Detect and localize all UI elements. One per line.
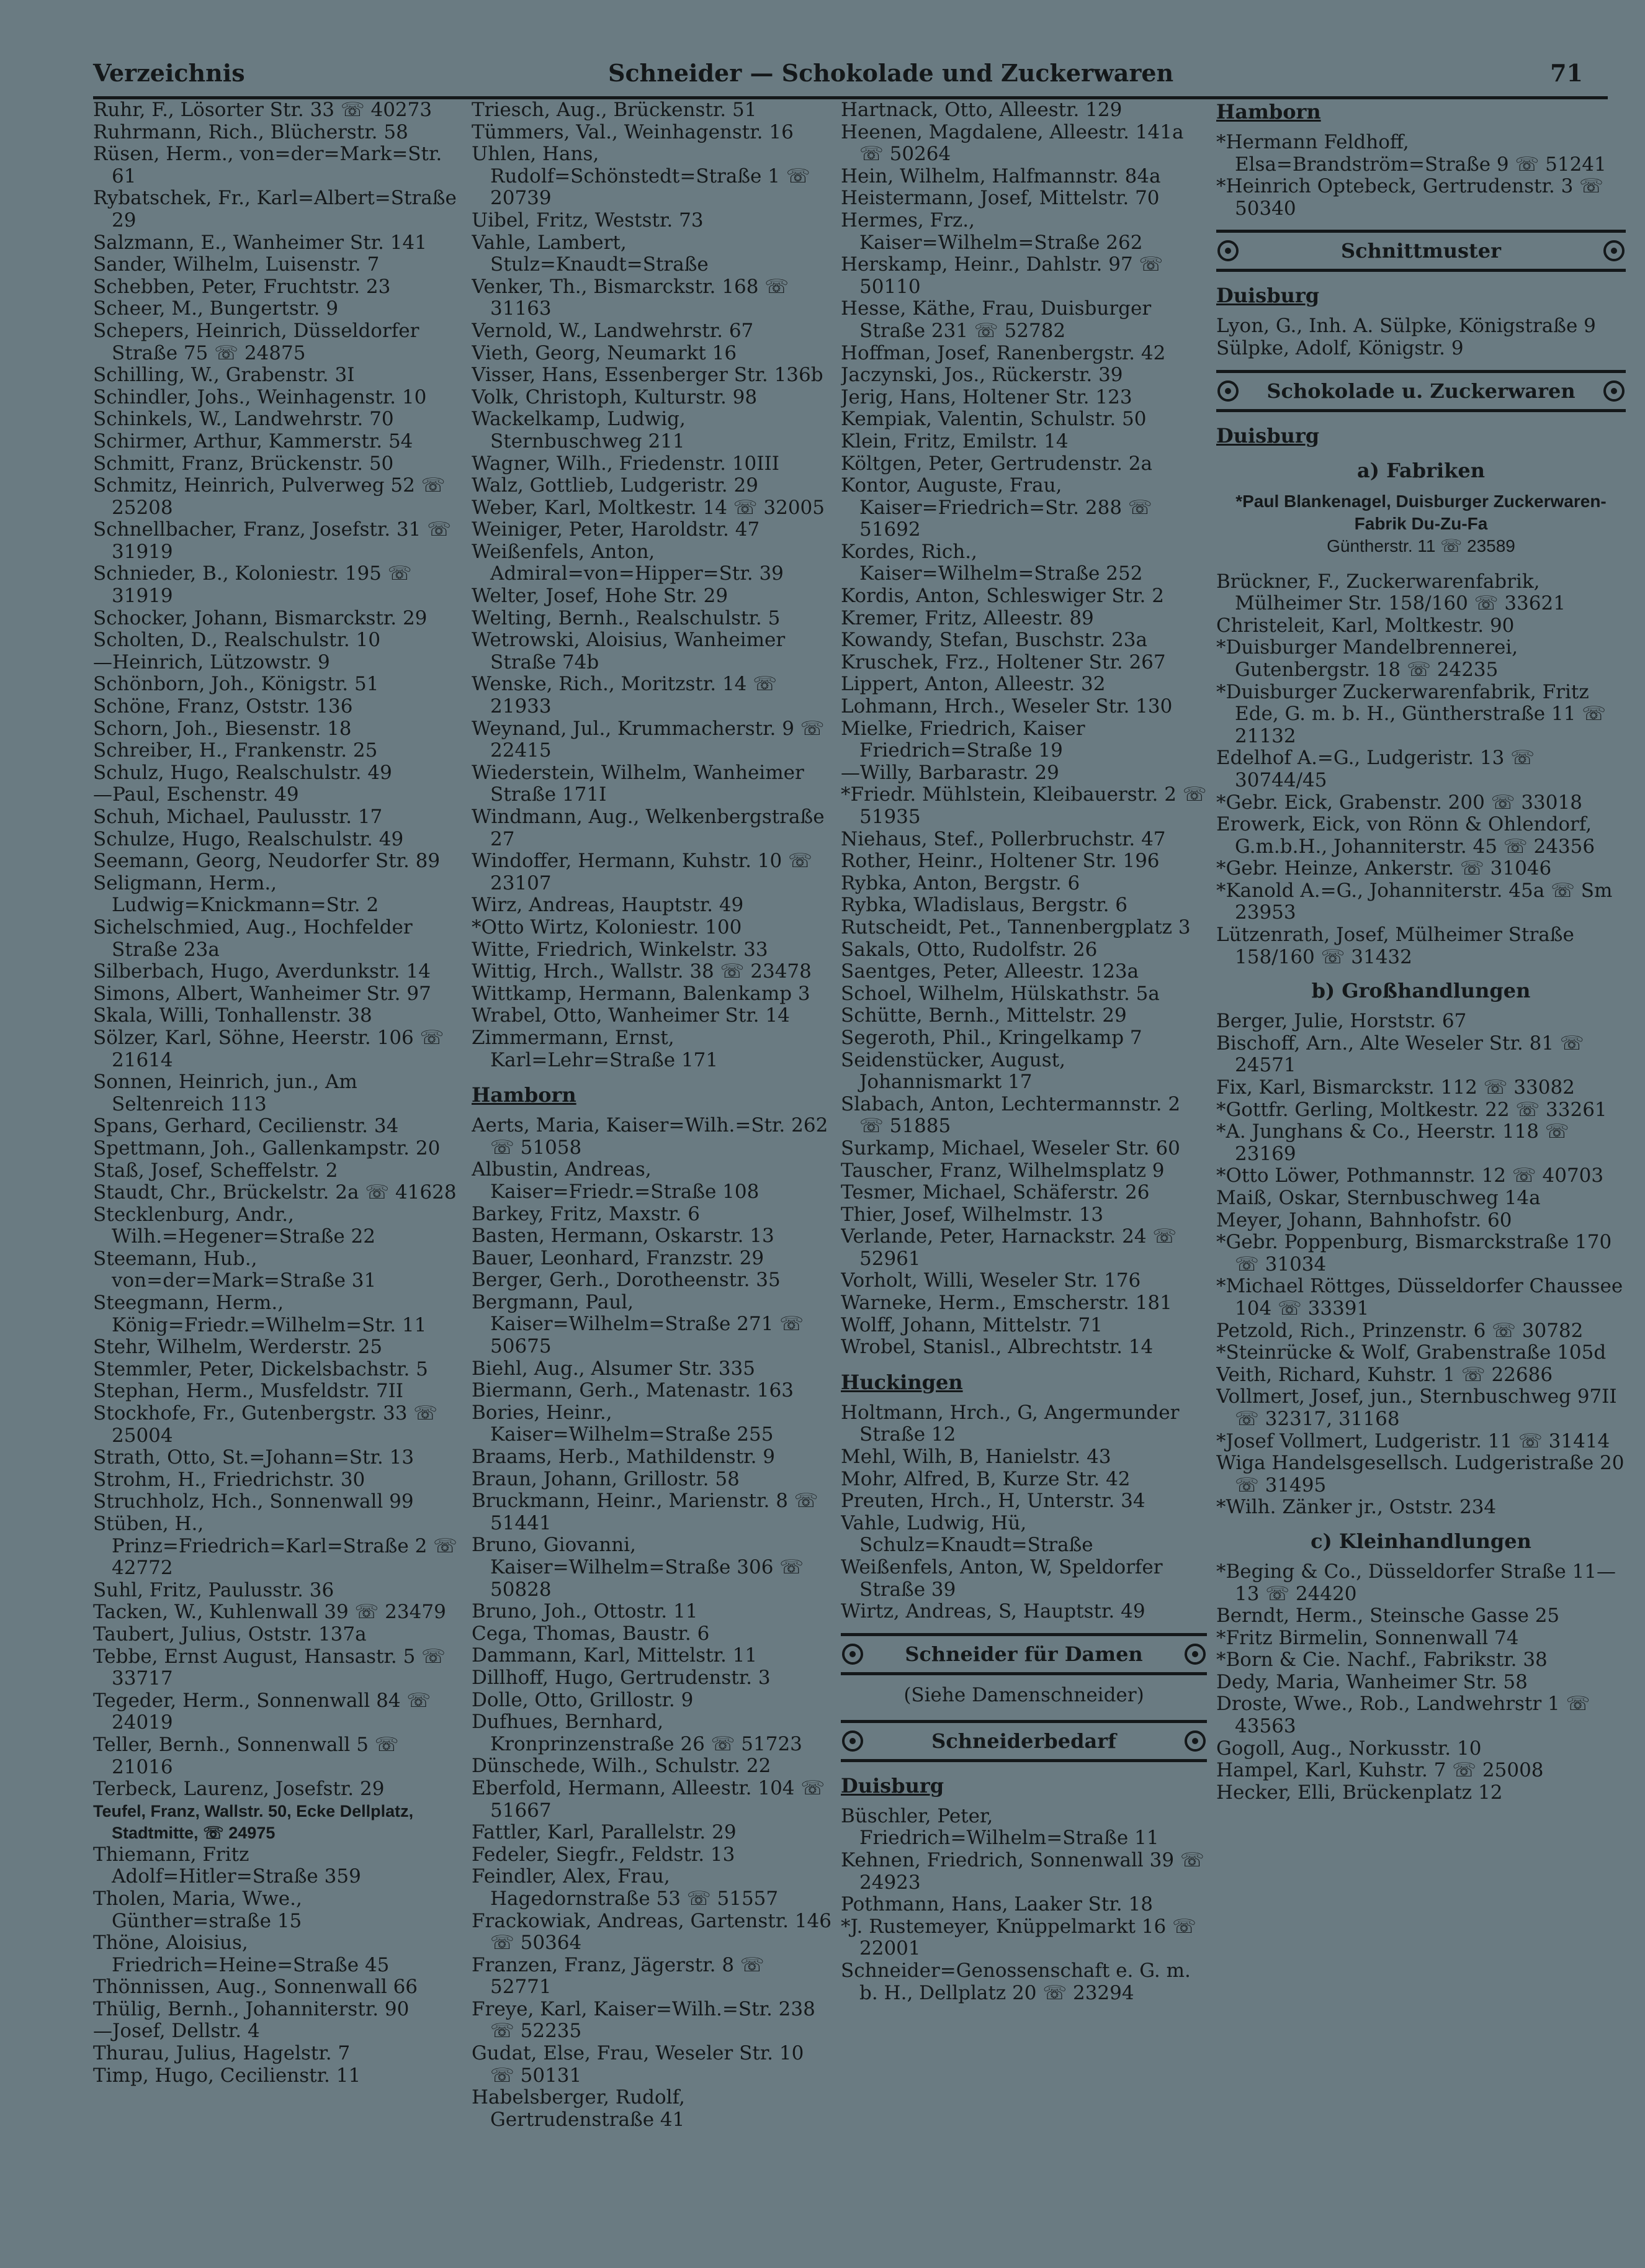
directory-entry: Lohmann, Hrch., Weseler Str. 130 xyxy=(841,695,1173,718)
directory-entry: Weber, Karl, Moltkestr. 14 ☏ 32005 xyxy=(472,496,825,519)
directory-entry: Lippert, Anton, Alleestr. 32 xyxy=(841,673,1106,696)
cross-reference-note: (Siehe Damenschneider) xyxy=(903,1683,1144,1706)
section-heading-duisburg: Duisburg xyxy=(1216,284,1320,308)
directory-entry: Stemmler, Peter, Dickelsbachstr. 5 xyxy=(93,1357,428,1380)
directory-entry: Kowandy, Stefan, Buschstr. 23a xyxy=(841,629,1147,652)
directory-entry: Frackowiak, Andreas, Gartenstr. 146 ☏ 50364 xyxy=(472,1909,831,1955)
directory-entry: Eberfold, Hermann, Alleestr. 104 ☏ 51667 xyxy=(472,1776,825,1822)
entry-list xyxy=(1216,315,1626,359)
directory-entry: Rother, Heinr., Holtener Str. 196 xyxy=(841,850,1160,873)
directory-entry: Wrobel, Stanisl., Albrechtstr. 14 xyxy=(841,1336,1154,1359)
directory-entry: Büschler, Peter, Friedrich=Wilhelm=Straße 11 xyxy=(841,1804,1159,1850)
directory-entry: Scheer, M., Bungertstr. 9 xyxy=(93,297,339,320)
directory-entry: Teller, Bernh., Sonnenwall 5 ☏ 21016 xyxy=(93,1733,399,1778)
directory-entry: Verlande, Peter, Harnackstr. 24 ☏ 52961 xyxy=(841,1225,1177,1270)
directory-entry: Meyer, Johann, Bahnhofstr. 60 xyxy=(1216,1208,1512,1231)
directory-entry: Heenen, Magdalene, Alleestr. 141a ☏ 50264 xyxy=(841,120,1184,166)
directory-entry: *Gebr. Eick, Grabenstr. 200 ☏ 33018 xyxy=(1216,791,1582,814)
directory-entry: Visser, Hans, Essenberger Str. 136b xyxy=(472,364,823,387)
directory-entry: Hesse, Käthe, Frau, Duisburger Straße 231 ☏ 52782 xyxy=(841,297,1152,342)
directory-entry: *Hermann Feldhoff, Elsa=Brandström=Straße 9 ☏ 51241 xyxy=(1216,131,1607,176)
entry-list xyxy=(841,99,1207,1359)
directory-entry: Steegmann, Herm., König=Friedr.=Wilhelm=Str. 11 xyxy=(93,1292,427,1336)
directory-entry: Tacken, W., Kuhlenwall 39 ☏ 23479 xyxy=(93,1601,446,1624)
directory-entry: Rüsen, Herm., von=der=Mark=Str. 61 xyxy=(93,143,442,187)
directory-entry: Vahle, Ludwig, Hü, Schulz=Knaudt=Straße xyxy=(841,1511,1093,1557)
column-3 xyxy=(841,99,1207,2253)
directory-entry: Freye, Karl, Kaiser=Wilh.=Str. 238 ☏ 52235 xyxy=(472,1997,815,2043)
directory-entry: Schneider=Genossenschaft e. G. m. b. H., Dellplatz 20 ☏ 23294 xyxy=(841,1959,1191,2004)
directory-entry: Habelsberger, Rudolf, Gertrudenstraße 41 xyxy=(472,2086,685,2131)
bullet-circle-icon xyxy=(1217,380,1239,402)
entry-list xyxy=(472,99,831,1071)
directory-entry: Weynand, Jul., Krummacherstr. 9 ☏ 22415 xyxy=(472,717,825,762)
bullet-circle-icon xyxy=(1185,1644,1206,1665)
directory-entry: Spans, Gerhard, Cecilienstr. 34 xyxy=(93,1115,399,1138)
header-left: Verzeichnis xyxy=(93,59,245,87)
directory-entry: Tebbe, Ernst August, Hansastr. 5 ☏ 33717 xyxy=(93,1645,446,1690)
directory-entry: *Otto Wirtz, Koloniestr. 100 xyxy=(472,916,742,938)
directory-entry: Schepers, Heinrich, Düsseldorfer Straße 75 ☏ 24875 xyxy=(93,319,419,364)
directory-entry: Schnieder, B., Koloniestr. 195 ☏ 31919 xyxy=(93,562,412,608)
directory-entry: Staß, Josef, Scheffelstr. 2 xyxy=(93,1159,338,1182)
subheading-fabriken: a) Fabriken xyxy=(1357,458,1485,482)
bullet-circle-icon xyxy=(842,1730,863,1752)
column-2 xyxy=(472,99,831,2253)
directory-entry: Erowerk, Eick, von Rönn & Ohlendorf, G.m.b.H., Johanniterstr. 45 ☏ 24356 xyxy=(1216,813,1595,858)
directory-entry: Rybatschek, Fr., Karl=Albert=Straße 29 xyxy=(93,187,457,232)
directory-entry: Surkamp, Michael, Weseler Str. 60 xyxy=(841,1136,1180,1159)
section-heading-duisburg: Duisburg xyxy=(841,1773,944,1798)
directory-entry: Mielke, Friedrich, Kaiser Friedrich=Straße 19 xyxy=(841,717,1085,762)
directory-entry: Vieth, Georg, Neumarkt 16 xyxy=(472,341,737,364)
directory-entry: Wolff, Johann, Mittelstr. 71 xyxy=(841,1313,1103,1336)
directory-entry: Schindler, Johs., Weinhagenstr. 10 xyxy=(93,385,427,408)
directory-entry: Edelhof A.=G., Ludgeristr. 13 ☏ 30744/45 xyxy=(1216,747,1535,791)
directory-entry: Schnellbacher, Franz, Josefstr. 31 ☏ 31919 xyxy=(93,518,452,563)
directory-entry: Stecklenburg, Andr., Wilh.=Hegener=Straße 22 xyxy=(93,1203,375,1248)
directory-entry: Kremer, Fritz, Alleestr. 89 xyxy=(841,606,1094,629)
directory-entry: Wiga Handelsgesellsch. Ludgeristraße 20 ☏ 31495 xyxy=(1216,1452,1625,1496)
directory-entry: Fix, Karl, Bismarckstr. 112 ☏ 33082 xyxy=(1216,1076,1575,1099)
directory-entry: Wagner, Wilh., Friedenstr. 10III xyxy=(472,452,780,475)
directory-entry: Hartnack, Otto, Alleestr. 129 xyxy=(841,99,1123,121)
directory-entry: Lyon, G., Inh. A. Sülpke, Königstraße 9 xyxy=(1216,315,1596,338)
directory-entry: Thurau, Julius, Hagelstr. 7 xyxy=(93,2042,351,2065)
directory-entry: Windmann, Aug., Welkenbergstraße 27 xyxy=(472,806,825,850)
directory-entry: Schebben, Peter, Fruchtstr. 23 xyxy=(93,275,391,298)
directory-entry: Jaczynski, Jos., Rückerstr. 39 xyxy=(841,364,1123,387)
directory-entry: Biehl, Aug., Alsumer Str. 335 xyxy=(472,1357,755,1380)
directory-entry: Brückner, F., Zuckerwarenfabrik, Mülheimer Str. 158/160 ☏ 33621 xyxy=(1216,570,1566,615)
directory-entry: Wackelkamp, Ludwig, Sternbuschweg 211 xyxy=(472,408,686,452)
directory-entry: *Born & Cie. Nachf., Fabrikstr. 38 xyxy=(1216,1649,1548,1672)
directory-entry: Biermann, Gerh., Matenastr. 163 xyxy=(472,1379,794,1402)
bullet-circle-icon xyxy=(1217,240,1239,261)
directory-entry: *Gebr. Poppenburg, Bismarckstraße 170 ☏ 31034 xyxy=(1216,1231,1612,1276)
bullet-circle-icon xyxy=(842,1644,863,1665)
directory-entry: Dufhues, Bernhard, Kronprinzenstraße 26 ☏ 51723 xyxy=(472,1711,802,1755)
directory-entry: Hoffman, Josef, Ranenbergstr. 42 xyxy=(841,341,1166,364)
directory-entry: Aerts, Maria, Kaiser=Wilh.=Str. 262 ☏ 51058 xyxy=(472,1114,828,1159)
directory-entry: *Kanold A.=G., Johanniterstr. 45a ☏ Sm 23953 xyxy=(1216,879,1613,924)
directory-entry: Sonnen, Heinrich, jun., Am Seltenreich 113 xyxy=(93,1071,357,1115)
directory-entry: Schocker, Johann, Bismarckstr. 29 xyxy=(93,606,428,629)
directory-entry: Sölzer, Karl, Söhne, Heerstr. 106 ☏ 21614 xyxy=(93,1026,444,1071)
directory-entry: Thier, Josef, Wilhelmstr. 13 xyxy=(841,1203,1104,1226)
columns xyxy=(93,99,1632,2253)
directory-entry: Tholen, Maria, Wwe., Günther=straße 15 xyxy=(93,1887,302,1932)
directory-entry: Christeleit, Karl, Moltkestr. 90 xyxy=(1216,614,1515,637)
directory-entry: Triesch, Aug., Brückenstr. 51 xyxy=(472,99,757,121)
highlighted-entry: Teufel, Franz, Wallstr. 50, Ecke Dellplatz, Stadtmitte, ☏ 24975 xyxy=(93,1801,414,1842)
directory-entry: *Steinrücke & Wolf, Grabenstraße 105d xyxy=(1216,1341,1607,1364)
directory-entry: Kontor, Auguste, Frau, Kaiser=Friedrich=Str. 288 ☏ 51692 xyxy=(841,474,1152,541)
directory-entry: Weißenfels, Anton, W, Speldorfer Straße 39 xyxy=(841,1556,1163,1601)
directory-entry: Strath, Otto, St.=Johann=Str. 13 xyxy=(93,1446,415,1469)
directory-entry: Rybka, Anton, Bergstr. 6 xyxy=(841,871,1080,894)
directory-entry: Welter, Josef, Hohe Str. 29 xyxy=(472,585,728,608)
directory-entry: Schmitz, Heinrich, Pulverweg 52 ☏ 25208 xyxy=(93,474,446,519)
directory-entry: Schöne, Franz, Oststr. 136 xyxy=(93,695,353,718)
directory-entry: Windoffer, Hermann, Kuhstr. 10 ☏ 23107 xyxy=(472,850,812,894)
directory-entry: *Wilh. Zänker jr., Oststr. 234 xyxy=(1216,1496,1497,1519)
advertisement-entry: *Paul Blankenagel, Duisburger Zuckerwaren-Fabrik Du-Zu-Fa xyxy=(1235,491,1607,533)
directory-entry: Thöne, Aloisius, Friedrich=Heine=Straße 45 xyxy=(93,1932,390,1976)
directory-entry: Segeroth, Phil., Kringelkamp 7 xyxy=(841,1026,1142,1049)
directory-entry: *Fritz Birmelin, Sonnenwall 74 xyxy=(1216,1626,1519,1649)
directory-entry: Stehr, Wilhelm, Werderstr. 25 xyxy=(93,1336,383,1359)
directory-entry: Vernold, W., Landwehrstr. 67 xyxy=(472,319,754,342)
directory-entry: Cega, Thomas, Baustr. 6 xyxy=(472,1622,710,1645)
directory-entry: Fattler, Karl, Parallelstr. 29 xyxy=(472,1821,737,1844)
directory-entry: Stephan, Herm., Musfeldstr. 7II xyxy=(93,1380,404,1403)
entry-list xyxy=(841,1402,1207,1623)
directory-entry: Dedy, Maria, Wanheimer Str. 58 xyxy=(1216,1670,1528,1693)
directory-entry: Weiniger, Peter, Haroldstr. 47 xyxy=(472,518,760,541)
directory-entry: *A. Junghans & Co., Heerstr. 118 ☏ 23169 xyxy=(1216,1120,1569,1165)
directory-entry: Terbeck, Laurenz, Josefstr. 29 xyxy=(93,1778,385,1801)
entry-list xyxy=(93,1844,459,2087)
directory-entry: *Friedr. Mühlstein, Kleibauerstr. 2 ☏ 51935 xyxy=(841,783,1207,828)
directory-entry: Kempiak, Valentin, Schulstr. 50 xyxy=(841,408,1147,431)
entry-list xyxy=(472,1115,831,2131)
directory-entry: Kordes, Rich., Kaiser=Wilhelm=Straße 252 xyxy=(841,540,1143,585)
page-number: 71 xyxy=(1550,59,1583,87)
directory-entry: Simons, Albert, Wanheimer Str. 97 xyxy=(93,982,431,1005)
header-title: Schneider — Schokolade und Zuckerwaren xyxy=(608,59,1174,87)
directory-entry: Rutscheidt, Pet., Tannenbergplatz 3 xyxy=(841,916,1191,938)
directory-entry: Veith, Richard, Kuhstr. 1 ☏ 22686 xyxy=(1216,1363,1553,1386)
directory-entry: Sülpke, Adolf, Königstr. 9 xyxy=(1216,336,1464,359)
directory-entry: Tümmers, Val., Weinhagenstr. 16 xyxy=(472,120,794,143)
directory-entry: Mohr, Alfred, B, Kurze Str. 42 xyxy=(841,1467,1131,1490)
directory-entry: —Josef, Dellstr. 4 xyxy=(93,2020,260,2043)
directory-entry: Petzold, Rich., Prinzenstr. 6 ☏ 30782 xyxy=(1216,1319,1584,1342)
directory-entry: Wenske, Rich., Moritzstr. 14 ☏ 21933 xyxy=(472,673,778,718)
bullet-circle-icon xyxy=(1185,1730,1206,1752)
directory-entry: Preuten, Hrch., H, Unterstr. 34 xyxy=(841,1490,1145,1513)
directory-entry: Fedeler, Siegfr., Feldstr. 13 xyxy=(472,1843,735,1866)
entry-list xyxy=(841,1806,1207,2004)
directory-entry: Salzmann, E., Wanheimer Str. 141 xyxy=(93,231,427,254)
directory-entry: Steemann, Hub., von=der=Mark=Straße 31 xyxy=(93,1247,377,1292)
category-title: Schnittmuster xyxy=(1341,239,1501,263)
directory-entry: Hampel, Karl, Kuhstr. 7 ☏ 25008 xyxy=(1216,1759,1544,1782)
directory-entry: Schoel, Wilhelm, Hülskathstr. 5a xyxy=(841,982,1160,1005)
directory-entry: Vorholt, Willi, Weseler Str. 176 xyxy=(841,1269,1141,1292)
directory-entry: Bauer, Leonhard, Franzstr. 29 xyxy=(472,1246,764,1269)
directory-entry: Bruckmann, Heinr., Marienstr. 8 ☏ 51441 xyxy=(472,1490,818,1534)
directory-entry: Herskamp, Heinr., Dahlstr. 97 ☏ 50110 xyxy=(841,253,1163,298)
directory-entry: Warneke, Herm., Emscherstr. 181 xyxy=(841,1292,1172,1315)
subheading-kleinhandlungen: c) Kleinhandlungen xyxy=(1311,1529,1531,1553)
directory-entry: Gudat, Else, Frau, Weseler Str. 10 ☏ 50131 xyxy=(472,2042,804,2087)
subheading-grosshandlungen: b) Großhandlungen xyxy=(1311,979,1531,1003)
entry-list xyxy=(1216,1010,1626,1519)
directory-entry: Albustin, Andreas, Kaiser=Friedr.=Straße 108 xyxy=(472,1158,760,1203)
directory-entry: —Paul, Eschenstr. 49 xyxy=(93,783,299,806)
bullet-circle-icon xyxy=(1603,240,1625,261)
directory-entry: Mehl, Wilh, B, Hanielstr. 43 xyxy=(841,1446,1111,1469)
category-box-schneider-damen xyxy=(841,1633,1207,1675)
directory-entry: Wittig, Hrch., Wallstr. 38 ☏ 23478 xyxy=(472,960,812,983)
directory-entry: Holtmann, Hrch., G, Angermunder Straße 12 xyxy=(841,1401,1180,1446)
directory-entry: Zimmermann, Ernst, Karl=Lehr=Straße 171 xyxy=(472,1026,719,1071)
directory-entry: Berndt, Herm., Steinsche Gasse 25 xyxy=(1216,1604,1560,1627)
directory-entry: *Beging & Co., Düsseldorfer Straße 11—13 ☏ 24420 xyxy=(1216,1560,1616,1605)
category-box-schokolade xyxy=(1216,370,1626,412)
directory-entry: Hecker, Elli, Brückenplatz 12 xyxy=(1216,1781,1503,1804)
directory-entry: Basten, Hermann, Oskarstr. 13 xyxy=(472,1225,774,1248)
directory-entry: Berger, Gerh., Dorotheenstr. 35 xyxy=(472,1269,781,1292)
directory-entry: Skala, Willi, Tonhallenstr. 38 xyxy=(93,1004,372,1027)
directory-entry: *J. Rustemeyer, Knüppelmarkt 16 ☏ 22001 xyxy=(841,1915,1196,1960)
directory-entry: Schuh, Michael, Paulusstr. 17 xyxy=(93,806,383,828)
directory-entry: Bories, Heinr., Kaiser=Wilhelm=Straße 255 xyxy=(472,1401,774,1446)
directory-entry: Schorn, Joh., Biesenstr. 18 xyxy=(93,717,352,740)
directory-entry: Dillhoff, Hugo, Gertrudenstr. 3 xyxy=(472,1666,771,1689)
directory-entry: Tauscher, Franz, Wilhelmsplatz 9 xyxy=(841,1159,1165,1182)
directory-entry: Hermes, Frz., Kaiser=Wilhelm=Straße 262 xyxy=(841,209,1143,254)
directory-entry: Uibel, Fritz, Weststr. 73 xyxy=(472,209,704,232)
directory-entry: Schütte, Bernh., Mittelstr. 29 xyxy=(841,1004,1127,1027)
column-4 xyxy=(1216,99,1626,2253)
section-heading-hamborn: Hamborn xyxy=(472,1083,576,1107)
directory-entry: Schönborn, Joh., Königstr. 51 xyxy=(93,673,379,696)
directory-entry: Hein, Wilhelm, Halfmannstr. 84a xyxy=(841,164,1161,187)
directory-entry: Jerig, Hans, Holtener Str. 123 xyxy=(841,385,1132,408)
directory-entry: Braun, Johann, Grillostr. 58 xyxy=(472,1467,740,1490)
column-1 xyxy=(93,99,459,2253)
directory-entry: Wirtz, Andreas, S, Hauptstr. 49 xyxy=(841,1600,1145,1623)
directory-entry: Pothmann, Hans, Laaker Str. 18 xyxy=(841,1893,1153,1916)
bullet-circle-icon xyxy=(1603,380,1625,402)
directory-entry: Schreiber, H., Frankenstr. 25 xyxy=(93,739,378,762)
directory-entry: —Willy, Barbarastr. 29 xyxy=(841,761,1059,784)
directory-entry: Seidenstücker, August, Johannismarkt 17 xyxy=(841,1048,1065,1094)
directory-entry: *Heinrich Optebeck, Gertrudenstr. 3 ☏ 50340 xyxy=(1216,175,1603,220)
directory-entry: Seligmann, Herm., Ludwig=Knickmann=Str. 2 xyxy=(93,871,379,917)
directory-entry: Kehnen, Friedrich, Sonnenwall 39 ☏ 24923 xyxy=(841,1848,1204,1894)
entry-list xyxy=(1216,132,1626,220)
directory-entry: Bischoff, Arn., Alte Weseler Str. 81 ☏ 24571 xyxy=(1216,1032,1584,1077)
advertisement-address: Güntherstr. 11 ☏ 23589 xyxy=(1327,536,1515,556)
directory-entry: Schinkels, W., Landwehrstr. 70 xyxy=(93,408,394,431)
directory-entry: Schulz, Hugo, Realschulstr. 49 xyxy=(93,761,392,784)
directory-entry: Thönnissen, Aug., Sonnenwall 66 xyxy=(93,1976,418,1999)
directory-entry: Schirmer, Arthur, Kammerstr. 54 xyxy=(93,430,413,452)
directory-entry: Feindler, Alex, Frau, Hagedornstraße 53 ☏ 51557 xyxy=(472,1865,779,1910)
directory-entry: Wetrowski, Aloisius, Wanheimer Straße 74b xyxy=(472,629,786,673)
directory-entry: Költgen, Peter, Gertrudenstr. 2a xyxy=(841,452,1152,475)
directory-entry: Niehaus, Stef., Pollerbruchstr. 47 xyxy=(841,827,1166,850)
directory-entry: Schulze, Hugo, Realschulstr. 49 xyxy=(93,827,404,850)
directory-entry: —Heinrich, Lützowstr. 9 xyxy=(93,650,330,673)
directory-entry: *Gottfr. Gerling, Moltkestr. 22 ☏ 33261 xyxy=(1216,1098,1607,1121)
directory-entry: Ruhr, F., Lösorter Str. 33 ☏ 40273 xyxy=(93,99,433,121)
directory-entry: Walz, Gottlieb, Ludgeristr. 29 xyxy=(472,474,758,497)
directory-entry: Kordis, Anton, Schleswiger Str. 2 xyxy=(841,585,1164,608)
directory-entry: Thülig, Bernh., Johanniterstr. 90 xyxy=(93,1997,410,2020)
directory-entry: Braams, Herb., Mathildenstr. 9 xyxy=(472,1446,776,1469)
directory-entry: *Duisburger Zuckerwarenfabrik, Fritz Ede, G. m. b. H., Güntherstraße 11 ☏ 21132 xyxy=(1216,680,1607,747)
directory-entry: Weißenfels, Anton, Admiral=von=Hipper=Str. 39 xyxy=(472,540,784,585)
directory-entry: Thiemann, Fritz Adolf=Hitler=Straße 359 xyxy=(93,1843,361,1888)
directory-entry: Dünschede, Wilh., Schulstr. 22 xyxy=(472,1755,771,1778)
directory-entry: Franzen, Franz, Jägerstr. 8 ☏ 52771 xyxy=(472,1953,764,1999)
directory-entry: Schilling, W., Grabenstr. 3I xyxy=(93,364,355,387)
category-box-schnittmuster xyxy=(1216,230,1626,272)
directory-entry: Stüben, H., Prinz=Friedrich=Karl=Straße 2 ☏ 42772 xyxy=(93,1513,457,1580)
directory-entry: Dolle, Otto, Grillostr. 9 xyxy=(472,1688,694,1711)
directory-entry: Sichelschmied, Aug., Hochfelder Straße 23a xyxy=(93,916,413,961)
directory-entry: Struchholz, Hch., Sonnenwall 99 xyxy=(93,1490,414,1513)
directory-entry: Tesmer, Michael, Schäferstr. 26 xyxy=(841,1181,1150,1204)
entry-list xyxy=(1216,571,1626,969)
directory-entry: Timp, Hugo, Cecilienstr. 11 xyxy=(93,2064,361,2087)
directory-entry: Silberbach, Hugo, Averdunkstr. 14 xyxy=(93,960,431,983)
section-heading-hamborn: Hamborn xyxy=(1216,100,1321,124)
directory-entry: Witte, Friedrich, Winkelstr. 33 xyxy=(472,938,768,961)
directory-entry: Staudt, Chr., Brückelstr. 2a ☏ 41628 xyxy=(93,1181,457,1204)
directory-entry: Wrabel, Otto, Wanheimer Str. 14 xyxy=(472,1004,790,1027)
directory-entry: Scholten, D., Realschulstr. 10 xyxy=(93,629,381,652)
directory-entry: *Duisburger Mandelbrennerei, Gutenbergstr. 18 ☏ 24235 xyxy=(1216,636,1518,681)
directory-entry: *Otto Löwer, Pothmannstr. 12 ☏ 40703 xyxy=(1216,1164,1604,1187)
directory-entry: Spettmann, Joh., Gallenkampstr. 20 xyxy=(93,1136,441,1159)
directory-entry: Saentges, Peter, Alleestr. 123a xyxy=(841,960,1139,983)
directory-entry: Strohm, H., Friedrichstr. 30 xyxy=(93,1468,365,1491)
directory-entry: Slabach, Anton, Lechtermannstr. 2 ☏ 51885 xyxy=(841,1092,1181,1138)
category-box-schneiderbedarf xyxy=(841,1720,1207,1762)
directory-entry: Stockhofe, Fr., Gutenbergstr. 33 ☏ 25004 xyxy=(93,1402,438,1447)
directory-entry: *Josef Vollmert, Ludgeristr. 11 ☏ 31414 xyxy=(1216,1429,1610,1452)
directory-entry: Schmitt, Franz, Brückenstr. 50 xyxy=(93,452,394,475)
directory-entry: Venker, Th., Bismarckstr. 168 ☏ 31163 xyxy=(472,275,789,320)
directory-entry: Bruno, Joh., Ottostr. 11 xyxy=(472,1600,698,1623)
category-title: Schneider für Damen xyxy=(905,1642,1143,1666)
directory-entry: Dammann, Karl, Mittelstr. 11 xyxy=(472,1644,758,1667)
directory-entry: Wirz, Andreas, Hauptstr. 49 xyxy=(472,894,744,917)
directory-entry: Wittkamp, Hermann, Balenkamp 3 xyxy=(472,982,810,1005)
category-title: Schneiderbedarf xyxy=(931,1729,1116,1753)
entry-list xyxy=(1216,1561,1626,1804)
directory-entry: Volk, Christoph, Kulturstr. 98 xyxy=(472,385,758,408)
directory-entry: Droste, Wwe., Rob., Landwehrstr 1 ☏ 43563 xyxy=(1216,1693,1590,1738)
directory-entry: Klein, Fritz, Emilstr. 14 xyxy=(841,430,1069,452)
directory-entry: Tegeder, Herm., Sonnenwall 84 ☏ 24019 xyxy=(93,1689,431,1734)
section-heading-duisburg: Duisburg xyxy=(1216,423,1320,448)
directory-entry: Welting, Bernh., Realschulstr. 5 xyxy=(472,606,781,629)
page-header xyxy=(93,59,1608,99)
directory-entry: Sakals, Otto, Rudolfstr. 26 xyxy=(841,938,1098,961)
directory-entry: Bruno, Giovanni, Kaiser=Wilhelm=Straße 306 ☏ 50828 xyxy=(472,1534,804,1601)
directory-entry: Seemann, Georg, Neudorfer Str. 89 xyxy=(93,850,441,873)
directory-entry: Gogoll, Aug., Norkusstr. 10 xyxy=(1216,1737,1482,1760)
directory-entry: Kruschek, Frz., Holtener Str. 267 xyxy=(841,650,1166,673)
section-heading-huckingen: Huckingen xyxy=(841,1370,963,1394)
directory-entry: Rybka, Wladislaus, Bergstr. 6 xyxy=(841,894,1128,917)
directory-entry: *Michael Röttges, Düsseldorfer Chaussee 104 ☏ 33391 xyxy=(1216,1275,1623,1320)
category-title: Schokolade u. Zuckerwaren xyxy=(1266,379,1576,403)
directory-entry: Vahle, Lambert, Stulz=Knaudt=Straße xyxy=(472,231,709,276)
directory-entry: Wiederstein, Wilhelm, Wanheimer Straße 171I xyxy=(472,761,804,806)
entry-list xyxy=(93,99,459,1801)
directory-entry: Vollmert, Josef, jun., Sternbuschweg 97II ☏ 32317, 31168 xyxy=(1216,1385,1617,1430)
directory-entry: Bergmann, Paul, Kaiser=Wilhelm=Straße 271 ☏ 50675 xyxy=(472,1290,804,1358)
directory-entry: Taubert, Julius, Oststr. 137a xyxy=(93,1622,367,1645)
directory-entry: *Gebr. Heinze, Ankerstr. ☏ 31046 xyxy=(1216,857,1552,880)
directory-entry: Lützenrath, Josef, Mülheimer Straße 158/160 ☏ 31432 xyxy=(1216,924,1574,968)
directory-entry: Barkey, Fritz, Maxstr. 6 xyxy=(472,1202,700,1225)
directory-entry: Ruhrmann, Rich., Blücherstr. 58 xyxy=(93,120,408,143)
directory-entry: Suhl, Fritz, Paulusstr. 36 xyxy=(93,1578,334,1601)
directory-entry: Maiß, Oskar, Sternbuschweg 14a xyxy=(1216,1187,1541,1209)
directory-entry: Sander, Wilhelm, Luisenstr. 7 xyxy=(93,253,380,276)
directory-entry: Uhlen, Hans, Rudolf=Schönstedt=Straße 1 ☏ 20739 xyxy=(472,143,810,210)
directory-entry: Berger, Julie, Horststr. 67 xyxy=(1216,1010,1467,1033)
directory-entry: Heistermann, Josef, Mittelstr. 70 xyxy=(841,187,1160,210)
